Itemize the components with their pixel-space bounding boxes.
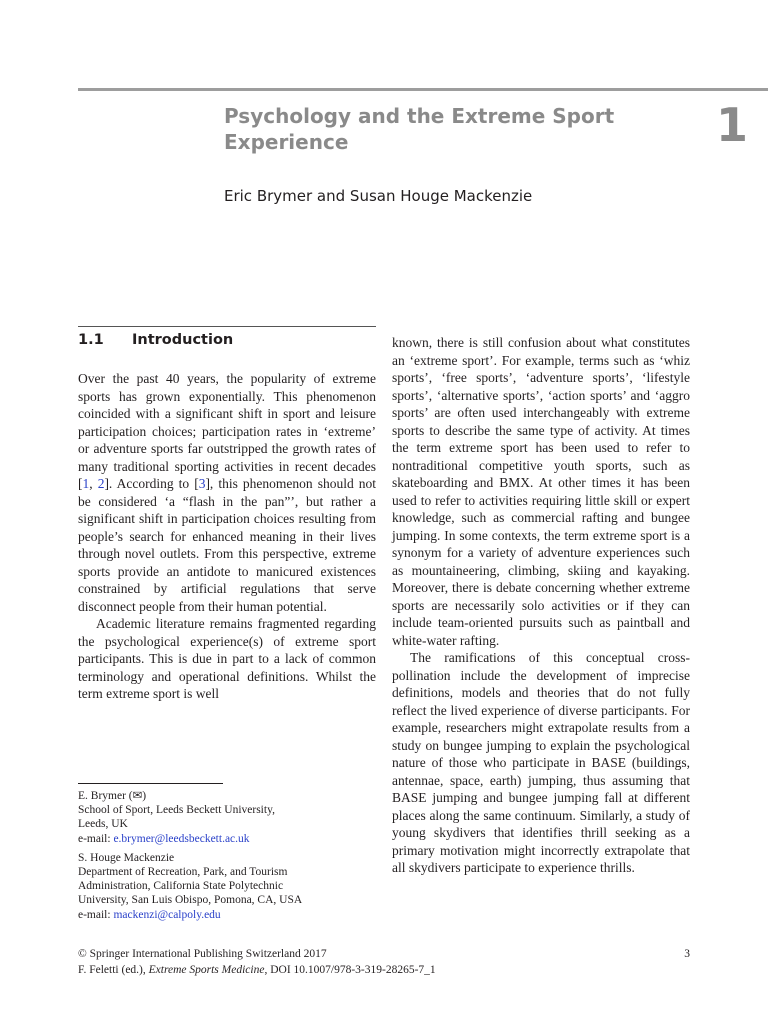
right-paragraph-1: known, there is still confusion about what constitutes an ‘extreme sport’. For example, terms such as ‘whiz sports’, ‘free sports’, ‘adventure sports’, ‘lifestyle sports’, ‘alternative sports’, ‘action sports’ and ‘aggro sports’ are often used interchangeably with extreme sports to describe the same type of activity. At times the term extreme sport has been used to refer to nontraditional competitive youth sports, such as skateboarding and BMX. At other times it has been used to refer to activities requiring little skill or expert knowledge, such as commercial rafting and bungee jumping. In some contexts, the term extreme sport is a synonym for a variety of adventure experiences such as mountaineering, climbing, skiing and kayaking. Moreover, there is debate concerning whether extreme sports are necessarily solo activities or if they can include team-oriented pursuits such as paintball and white-water rafting.: [392, 335, 690, 648]
page-footer: [78, 946, 690, 978]
paragraph-text: ], this phenomenon should not be considered ‘a “flash in the pan”’, but rather a significant shift in participation choices resulting from people’s search for enhanced meaning in their lives through novel outlets. From this perspective, extreme sports provide an antidote to manicured existences constrained by artificial regulations that serve disconnect people from their human potential.: [78, 476, 376, 614]
email-label: e-mail:: [78, 908, 114, 921]
author-footnotes: [78, 789, 378, 927]
footnote-rule: [78, 783, 223, 784]
section-heading: [78, 332, 233, 348]
author2-email-link[interactable]: mackenzi@calpoly.edu: [113, 908, 221, 921]
top-rule: [78, 88, 768, 91]
chapter-title-line2: Experience: [224, 130, 349, 154]
author1-affiliation-line1: School of Sport, Leeds Beckett University,: [78, 804, 275, 817]
author1-affiliation-line2: Leeds, UK: [78, 818, 128, 831]
author1-email-link[interactable]: e.brymer@leedsbeckett.ac.uk: [113, 832, 250, 845]
page-number: 3: [684, 948, 690, 960]
citation-link-3[interactable]: 3: [198, 476, 206, 491]
citation-link-1[interactable]: 1: [82, 476, 90, 491]
paragraph-text: Over the past 40 years, the popularity of extreme sports has grown exponentially. This phenomenon coincided with a significant shift in sport and leisure participation choices; participation rates in ‘extreme’ or adventure sports far outstripped the growth rates of many traditional sporting activities in recent decades [: [78, 371, 376, 491]
chapter-number: 1: [715, 98, 748, 152]
citation-line: [78, 962, 690, 978]
copyright-notice: © Springer International Publishing Switzerland 2017: [78, 948, 327, 960]
chapter-title: [224, 103, 644, 155]
section-number: 1.1: [78, 332, 104, 348]
paragraph-text: ]. According to [: [104, 476, 199, 491]
chapter-authors: Eric Brymer and Susan Houge Mackenzie: [224, 187, 533, 205]
author2-name: S. Houge Mackenzie: [78, 851, 175, 864]
email-label: e-mail:: [78, 832, 114, 845]
chapter-title-line1: Psychology and the Extreme Sport: [224, 104, 615, 128]
citation-link-2[interactable]: 2: [97, 476, 105, 491]
section-rule: [78, 326, 376, 327]
author2-affiliation-line2: Administration, California State Polytechnic: [78, 880, 284, 893]
author1-email-line: [78, 832, 378, 846]
citation-doi: , DOI 10.1007/978-3-319-28265-7_1: [264, 964, 436, 976]
citation-separator: ,: [89, 476, 98, 491]
author2-affiliation: [78, 851, 378, 922]
author1-name: E. Brymer (✉): [78, 790, 147, 802]
author2-affiliation-line3: University, San Luis Obispo, Pomona, CA, USA: [78, 894, 303, 907]
left-column: [78, 370, 376, 703]
right-column: [392, 334, 690, 877]
intro-paragraph-2: Academic literature remains fragmented regarding the psychological experience(s) of extreme sport participants. This is due in part to a lack of common terminology and operational definitions. Whilst the term extreme sport is well: [78, 616, 376, 701]
citation-book-title: Extreme Sports Medicine: [148, 964, 265, 976]
author2-email-line: [78, 908, 378, 922]
author1-affiliation: [78, 789, 378, 846]
citation-editor: F. Feletti (ed.),: [78, 964, 149, 976]
author2-affiliation-line1: Department of Recreation, Park, and Tourism: [78, 866, 288, 879]
section-title: Introduction: [132, 332, 234, 348]
right-paragraph-2: The ramifications of this conceptual cross-pollination include the development of imprecise definitions, models and theories that do not fully reflect the lived experience of diverse participants. For example, researchers might extrapolate results from a study on bungee jumping to explain the psychological nature of those who participate in BASE (buildings, antennae, space, earth) jumping, thus assuming that BASE jumping and bungee jumping fall at different places along the same continuum. Similarly, a study of young skydivers that identifies thrill seeking as a primary motivation might incorrectly extrapolate that all skydivers participate to experience thrills.: [392, 650, 690, 875]
intro-paragraph-1: [78, 370, 376, 615]
